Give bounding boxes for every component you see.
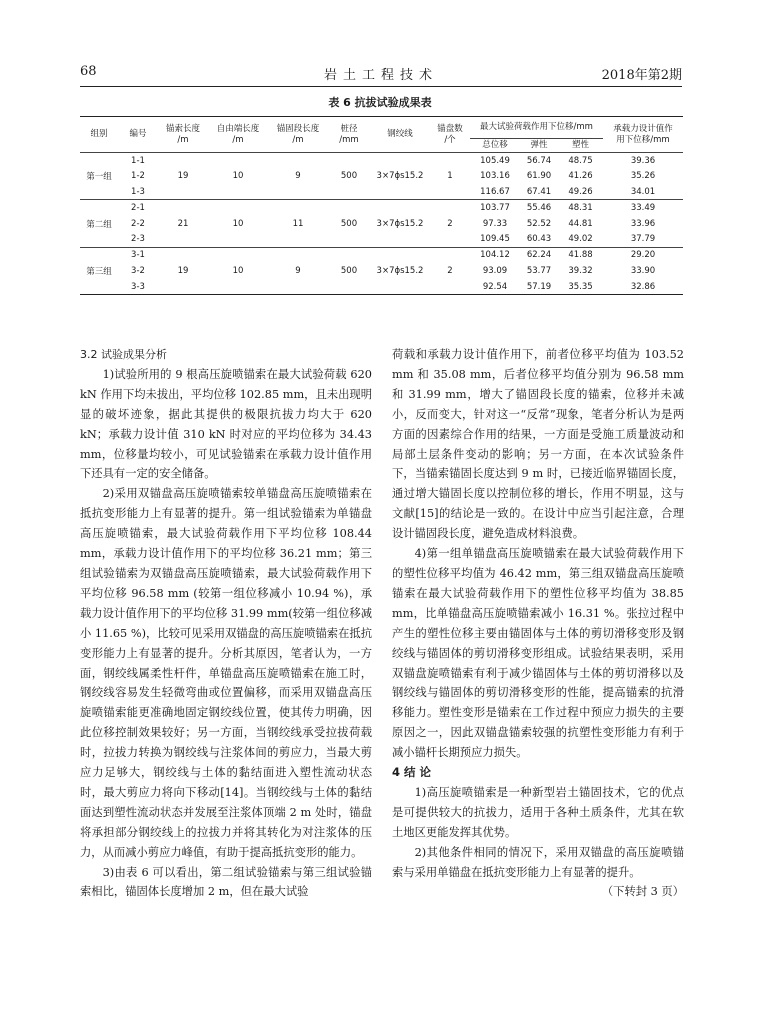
cell-id: 2-2 [131, 218, 145, 229]
cell-plastic: 44.81 [568, 218, 593, 229]
cell-elastic: 60.43 [526, 234, 552, 245]
paragraph: 2)采用双锚盘高压旋喷锚索较单锚盘高压旋喷锚索在抵抗变形能力上有显著的提升。第一组试验锚索为单锚盘高压旋喷锚索，最大试验荷载作用下平均位移 108.44 mm，承载力设计值作用下的平均位移 36.21 mm；第三组试验锚索为双锚盘高压旋喷锚索，最大试验荷载作用下平均位移 96.58 mm (较第一组位移减小 10.94 %)，承载力设计值作用下的平均位移 31.99 mm(较第一组位移减小 11.65 %)，比较可见采用双锚盘的高压旋喷锚索在抵抗变形能力上有显著的提升。分析其原因，笔者认为，一方面，钢绞线属柔性杆件，单锚盘高压旋喷锚索在施工时，钢绞线容易发生轻微弯曲或位置偏移，而采用双锚盘高压旋喷锚索能更准确地固定钢绞线位置，使其传力明确，因此位移控制效果较好；另一方面，当钢绞线承受拉拔荷载时，拉拔力转换为钢绞线与注浆体间的剪应力，当最大剪应力足够大，钢绞线与土体的黏结面进入塑性流动状态时，最大剪应力将向下移动[14]。当钢绞线与土体的黏结面达到塑性流动状态并发展至注浆体顶端 2 m 处时，锚盘将承担部分钢绞线上的拉拔力并将其转化为对注浆体的压力，从而减小剪应力峰值，有助于提高抵抗变形的能力。 [80, 487, 372, 859]
cell-elastic: 57.19 [526, 281, 552, 292]
table-row [80, 200, 683, 216]
cell-total: 104.12 [470, 247, 520, 263]
paragraph: 1)试验所用的 9 根高压旋喷锚索在最大试验荷载 620 kN 作用下均未拔出，平均位移 102.85 mm，且未出现明显的破坏迹象，据此其提供的极限抗拔力均大于 620 kN；承载力设计值 310 kN 时对应的平均位移为 34.43 mm，位移量均较小，可见试验锚索在承载力设计值作用下还具有一定的安全储备。 [80, 367, 372, 481]
paragraph: 4)第一组单锚盘高压旋喷锚索在最大试验荷载作用下的塑性位移平均值为 46.42 mm，第三组双锚盘高压旋喷锚索在最大试验荷载作用下的塑性位移平均值为 38.85 mm，比单锚盘高压旋喷锚索减小 16.31 %。张拉过程中产生的塑性位移主要由锚固体与土体的剪切滑移变形及钢绞线与锚固体的剪切滑移变形组成。试验结果表明，采用双锚盘旋喷锚索有利于减少锚固体与土体的剪切滑移以及钢绞线与锚固体的剪切滑移变形的性能，提高锚索的抗滑移能力。塑性变形是锚索在工作过程中预应力损失的主要原因之一，因此双锚盘锚索较强的抗塑性变形能力有利于减小锚杆长期预应力损失。 [392, 547, 684, 760]
cell-design: 35.26 [630, 171, 656, 182]
cell-elastic: 52.52 [526, 218, 552, 229]
cell-id: 3-2 [131, 265, 145, 276]
cell-design: 29.20 [603, 247, 683, 263]
cell-group: 第一组 [86, 172, 112, 183]
cell-id: 1-3 [131, 186, 145, 197]
cell-fix-len: 9 [295, 171, 301, 182]
cell-design: 33.49 [603, 200, 683, 216]
cell-id: 1-1 [131, 155, 145, 166]
cell-design: 32.86 [630, 281, 656, 292]
cell-total: 103.77 [470, 200, 520, 216]
header-rule [80, 86, 682, 87]
cell-group: 第三组 [80, 247, 118, 294]
th-free-len: 自由端长度 /m [208, 117, 268, 153]
th-plastic: 塑性 [558, 139, 603, 153]
cell-total: 93.09 [482, 265, 508, 276]
cell-diameter: 500 [328, 200, 370, 247]
cell-plastic: 48.31 [558, 200, 603, 216]
table-row [80, 247, 683, 263]
cell-elastic: 67.41 [526, 186, 552, 197]
page-header [80, 64, 682, 84]
cell-plastic: 35.35 [568, 281, 593, 292]
continuation-note: （下转封 3 页） [601, 885, 684, 899]
paragraph: 3)由表 6 可以看出，第二组试验锚索与第三组试验锚索相比，锚固体长度增加 2 m，但在最大试验 [80, 865, 372, 899]
th-elastic: 弹性 [520, 139, 558, 153]
cell-id: 2-1 [118, 200, 158, 216]
paragraph: 2)其他条件相同的情况下，采用双锚盘的高压旋喷锚索与采用单锚盘在抵抗变形能力上有显著的提升。 [392, 845, 684, 879]
table-caption: 表 6 抗拔试验成果表 [328, 96, 432, 109]
cell-free-len: 10 [208, 247, 268, 294]
th-total: 总位移 [470, 139, 520, 153]
th-group: 组别 [80, 117, 118, 153]
cell-id: 3-3 [131, 281, 145, 292]
th-id: 编号 [118, 117, 158, 153]
cell-free-len: 10 [208, 200, 268, 247]
cell-total: 92.54 [482, 281, 508, 292]
journal-title: 岩土工程技术 [323, 68, 438, 83]
cell-plates: 1 [447, 171, 453, 182]
th-strand: 钢绞线 [370, 117, 430, 153]
cell-design: 33.96 [630, 218, 656, 229]
section-heading: 4 结 论 [392, 765, 432, 780]
cell-total: 109.45 [480, 234, 510, 245]
cell-elastic: 55.46 [520, 200, 558, 216]
issue-label: 2018年第2期 [601, 68, 682, 83]
cell-diameter: 500 [340, 171, 358, 182]
section-subheading: 3.2 试验成果分析 [80, 348, 167, 361]
cell-total: 105.49 [480, 155, 510, 166]
cell-anchor-len: 19 [177, 171, 189, 182]
cell-plastic: 41.26 [568, 171, 593, 182]
cell-design: 37.79 [630, 234, 656, 245]
cell-total: 97.33 [482, 218, 508, 229]
cell-elastic: 61.90 [526, 171, 552, 182]
cell-elastic: 56.74 [526, 155, 552, 166]
th-max-disp: 最大试验荷载作用下位移/mm [470, 117, 603, 139]
cell-fix-len: 9 [268, 247, 328, 294]
cell-total: 116.67 [480, 186, 510, 197]
cell-plastic: 49.26 [568, 186, 593, 197]
th-anchor-len: 锚索长度 /m [158, 117, 208, 153]
cell-anchor-len: 19 [158, 247, 208, 294]
cell-strand: 3×7ϕs15.2 [370, 200, 430, 247]
cell-free-len: 10 [232, 171, 244, 182]
cell-plastic: 41.88 [558, 247, 603, 263]
th-fix-len: 锚固段长度 /m [268, 117, 328, 153]
table-row [80, 153, 683, 169]
cell-design: 39.36 [630, 155, 656, 166]
cell-plastic: 49.02 [568, 234, 593, 245]
cell-id: 3-1 [118, 247, 158, 263]
cell-elastic: 62.24 [520, 247, 558, 263]
cell-id: 2-3 [131, 234, 145, 245]
cell-plastic: 39.32 [568, 265, 593, 276]
left-column [80, 345, 372, 902]
cell-strand: 3×7ϕs15.2 [370, 247, 430, 294]
cell-strand: 3×7ϕs15.2 [376, 171, 424, 182]
cell-anchor-len: 21 [158, 200, 208, 247]
th-plate-count: 锚盘数 /个 [430, 117, 470, 153]
cell-diameter: 500 [328, 247, 370, 294]
cell-plates: 2 [430, 247, 470, 294]
paragraph: 荷载和承载力设计值作用下，前者位移平均值为 103.52 mm 和 35.08 mm，后者位移平均值分别为 96.58 mm 和 31.99 mm，增大了锚固段长度的锚索，位移并未减小，反而变大，针对这一“反常”现象，笔者分析认为是两方面的因素综合作用的结果，一方面是受施工质量波动和局部土层条件变动的影响；另一方面，在本次试验条件下，当锚索锚固长度达到 9 m 时，已接近临界锚固长度，通过增大锚固长度以控制位移的增长，作用不明显，这与文献[15]的结论是一致的。在设计中应当引起注意，合理设计锚固段长度，避免造成材料浪费。 [392, 348, 684, 541]
paragraph: 1)高压旋喷锚索是一种新型岩土锚固技术，它的优点是可提供较大的抗拔力，适用于各种土质条件，尤其在软土地区更能发挥其优势。 [392, 785, 684, 839]
cell-design: 34.01 [630, 186, 656, 197]
cell-total: 103.16 [480, 171, 510, 182]
page-number: 68 [80, 64, 97, 79]
cell-plastic: 48.75 [568, 155, 593, 166]
th-diameter: 桩径 /mm [328, 117, 370, 153]
cell-elastic: 53.77 [526, 265, 552, 276]
cell-plates: 2 [430, 200, 470, 247]
right-column [392, 345, 684, 902]
cell-fix-len: 11 [268, 200, 328, 247]
cell-design: 33.90 [630, 265, 656, 276]
th-design-disp: 承载力设计值作 用下位移/mm [603, 117, 683, 153]
cell-group: 第二组 [80, 200, 118, 247]
results-table [80, 116, 683, 295]
cell-id: 1-2 [131, 171, 145, 182]
